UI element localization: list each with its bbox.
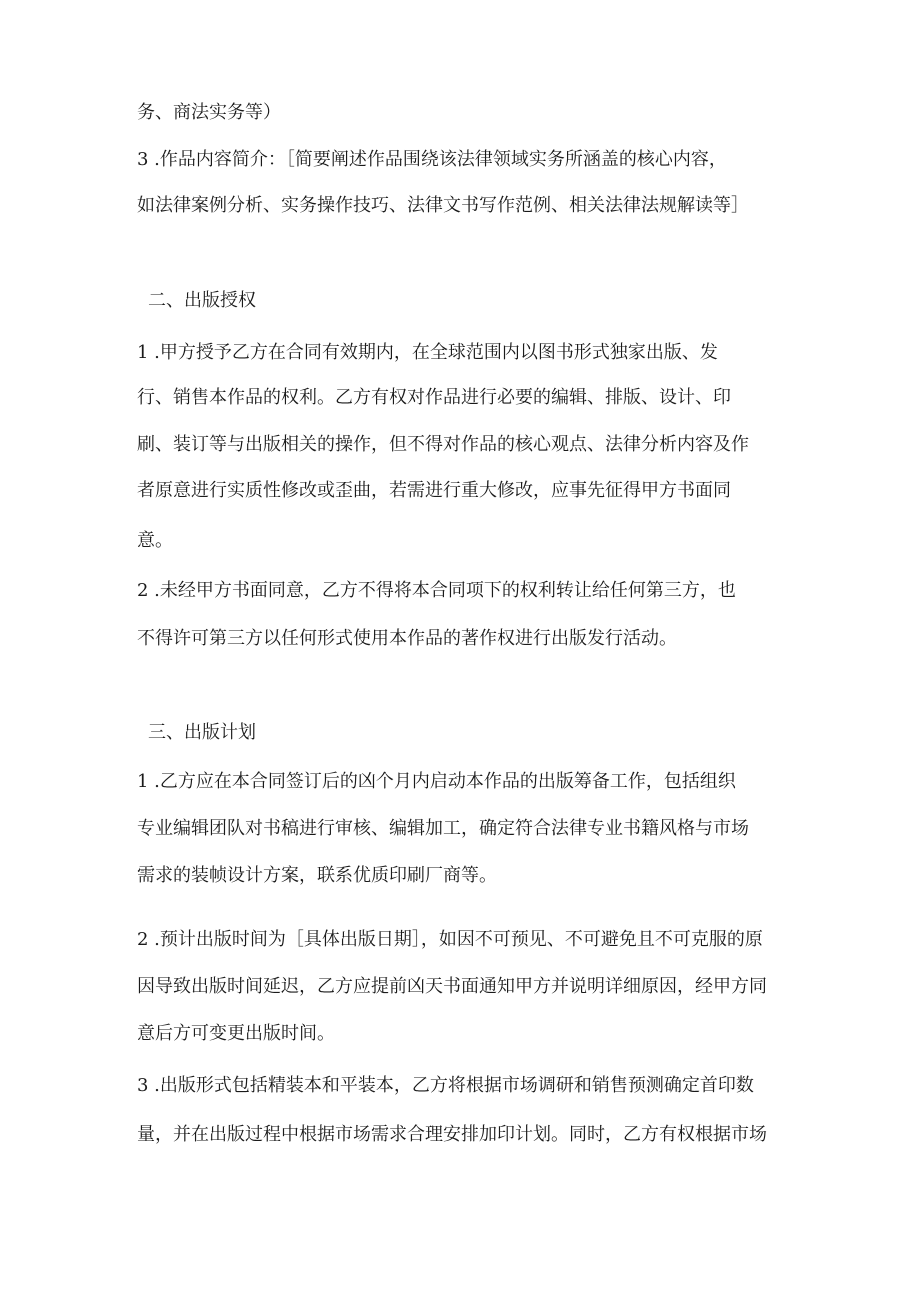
text-line: 3 .出版形式包括精装本和平装本，乙方将根据市场调研和销售预测确定首印数: [137, 1075, 754, 1096]
text-line: 2 .未经甲方书面同意，乙方不得将本合同项下的权利转让给任何第三方，也: [137, 580, 736, 601]
text-line: 不得许可第三方以任何形式使用本作品的著作权进行出版发行活动。: [137, 628, 677, 649]
text-line: 需求的装帧设计方案，联系优质印刷厂商等。: [137, 865, 497, 886]
text-line: 意后方可变更出版时间。: [137, 1023, 335, 1044]
text-line: 1 .乙方应在本合同签订后的凶个月内启动本作品的出版筹备工作，包括组织: [137, 771, 736, 792]
text-line: 因导致出版时间延迟，乙方应提前凶天书面通知甲方并说明详细原因，经甲方同: [137, 976, 767, 997]
section-heading: 三、出版计划: [148, 722, 256, 743]
text-line: 2 .预计出版时间为［具体出版日期］，如因不可预见、不可避免且不可克服的原: [137, 929, 763, 950]
text-line: 意。: [137, 530, 173, 551]
text-line: 刷、装订等与出版相关的操作，但不得对作品的核心观点、法律分析内容及作: [137, 434, 749, 455]
text-line: 者原意进行实质性修改或歪曲，若需进行重大修改，应事先征得甲方书面同: [137, 480, 731, 501]
text-line: 量，并在出版过程中根据市场需求合理安排加印计划。同时，乙方有权根据市场: [137, 1124, 767, 1145]
text-line: 行、销售本作品的权利。乙方有权对作品进行必要的编辑、排版、设计、印: [137, 387, 731, 408]
text-line: 如法律案例分析、实务操作技巧、法律文书写作范例、相关法律法规解读等］: [137, 195, 749, 216]
section-heading: 二、出版授权: [148, 290, 256, 311]
text-line: 务、商法实务等）: [137, 102, 281, 123]
text-line: 1 .甲方授予乙方在合同有效期内，在全球范围内以图书形式独家出版、发: [137, 342, 718, 363]
text-line: 3 .作品内容简介：［简要阐述作品围绕该法律领域实务所涵盖的核心内容，: [137, 149, 727, 170]
text-line: 专业编辑团队对书稿进行审核、编辑加工，确定符合法律专业书籍风格与市场: [137, 818, 749, 839]
